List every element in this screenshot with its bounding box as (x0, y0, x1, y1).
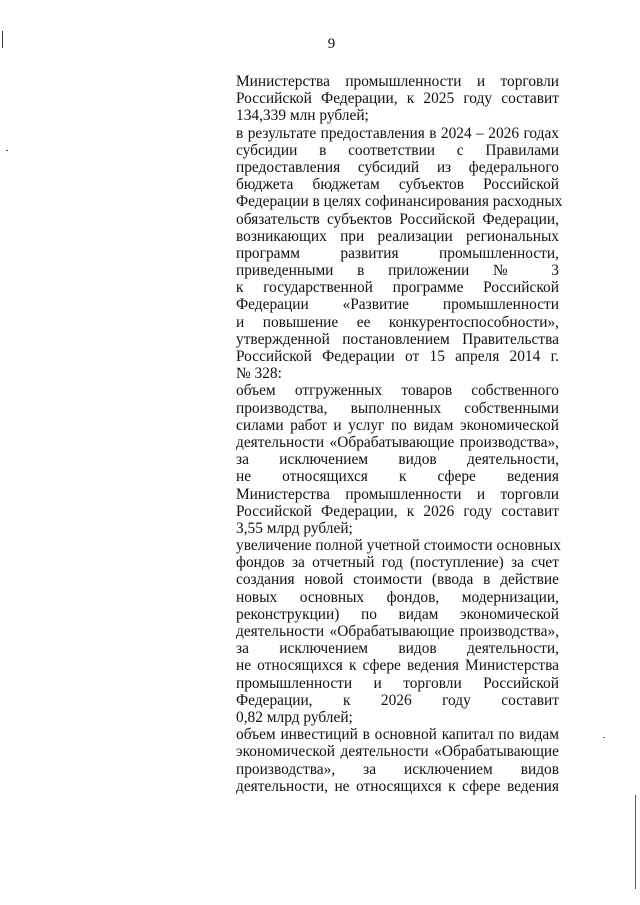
text-line: возникающих при реализации региональных (236, 227, 559, 245)
scan-artifact (635, 795, 636, 889)
text-line: за исключением видов деятельности, (236, 451, 559, 469)
text-line: Министерства промышленности и торговли (236, 485, 559, 503)
text-line: увеличение полной учетной стоимости основных (236, 537, 561, 555)
page-number: 9 (327, 36, 336, 52)
text-line: промышленности и торговли Российской (236, 674, 559, 692)
text-line: объем отгруженных товаров собственного (236, 382, 559, 400)
text-line: фондов за отчетный год (поступление) за счет (236, 554, 559, 572)
text-line: программ развития промышленности, (236, 244, 559, 262)
text-line: Федерации в целях софинансирования расходных (236, 193, 563, 211)
text-line: объем инвестиций в основной капитал по видам (236, 726, 559, 744)
text-line: Российской Федерации, к 2026 году составит (236, 502, 559, 520)
text-line: за исключением видов деятельности, (236, 640, 559, 658)
text-line: к государственной программе Российской (236, 279, 559, 297)
scan-artifact (603, 737, 605, 738)
text-line: экономической деятельности «Обрабатывающие (236, 743, 559, 761)
text-line: производства», за исключением видов (236, 760, 559, 778)
text-line: бюджета бюджетам субъектов Российской (236, 176, 559, 194)
text-line: создания новой стоимости (ввода в действие (236, 571, 559, 589)
text-line: силами работ и услуг по видам экономической (236, 416, 559, 434)
text-line: утвержденной постановлением Правительства (236, 330, 559, 348)
text-line: в результате предоставления в 2024 – 2026 годах (236, 124, 559, 142)
text-line: производства, выполненных собственными (236, 399, 559, 417)
text-line: обязательств субъектов Российской Федерации, (236, 210, 559, 228)
scan-artifact (6, 150, 8, 151)
text-line: № 328: (236, 365, 282, 383)
text-line: деятельности «Обрабатывающие производства», (236, 623, 559, 640)
text-line: Российской Федерации, к 2025 году составит (236, 90, 559, 108)
text-line: 0,82 млрд рублей; (236, 708, 353, 726)
text-line: Российской Федерации от 15 апреля 2014 г. (236, 348, 559, 365)
text-line: Федерации, к 2026 году составит (236, 691, 559, 709)
text-line: новых основных фондов, модернизации, (236, 588, 559, 606)
text-line: Министерства промышленности и торговли (236, 73, 559, 90)
scan-artifact (2, 31, 3, 48)
text-line: 3,55 млрд рублей; (236, 519, 353, 537)
text-line: реконструкции) по видам экономической (236, 605, 559, 623)
text-line: деятельности «Обрабатывающие производства», (236, 433, 559, 451)
text-line: предоставления субсидий из федерального (236, 158, 559, 176)
text-line: Федерации «Развитие промышленности (236, 296, 559, 314)
text-line: деятельности, не относящихся к сфере ведения (236, 777, 559, 795)
text-line: приведенными в приложении № 3 (236, 262, 559, 280)
document-body-text (236, 73, 563, 795)
text-line: субсидии в соответствии с Правилами (236, 141, 559, 159)
text-line: не относящихся к сфере ведения (236, 468, 559, 486)
text-line: и повышение ее конкурентоспособности», (236, 313, 559, 331)
text-line: не относящихся к сфере ведения Министерства (236, 657, 559, 675)
text-line: 134,339 млн рублей; (236, 107, 369, 125)
